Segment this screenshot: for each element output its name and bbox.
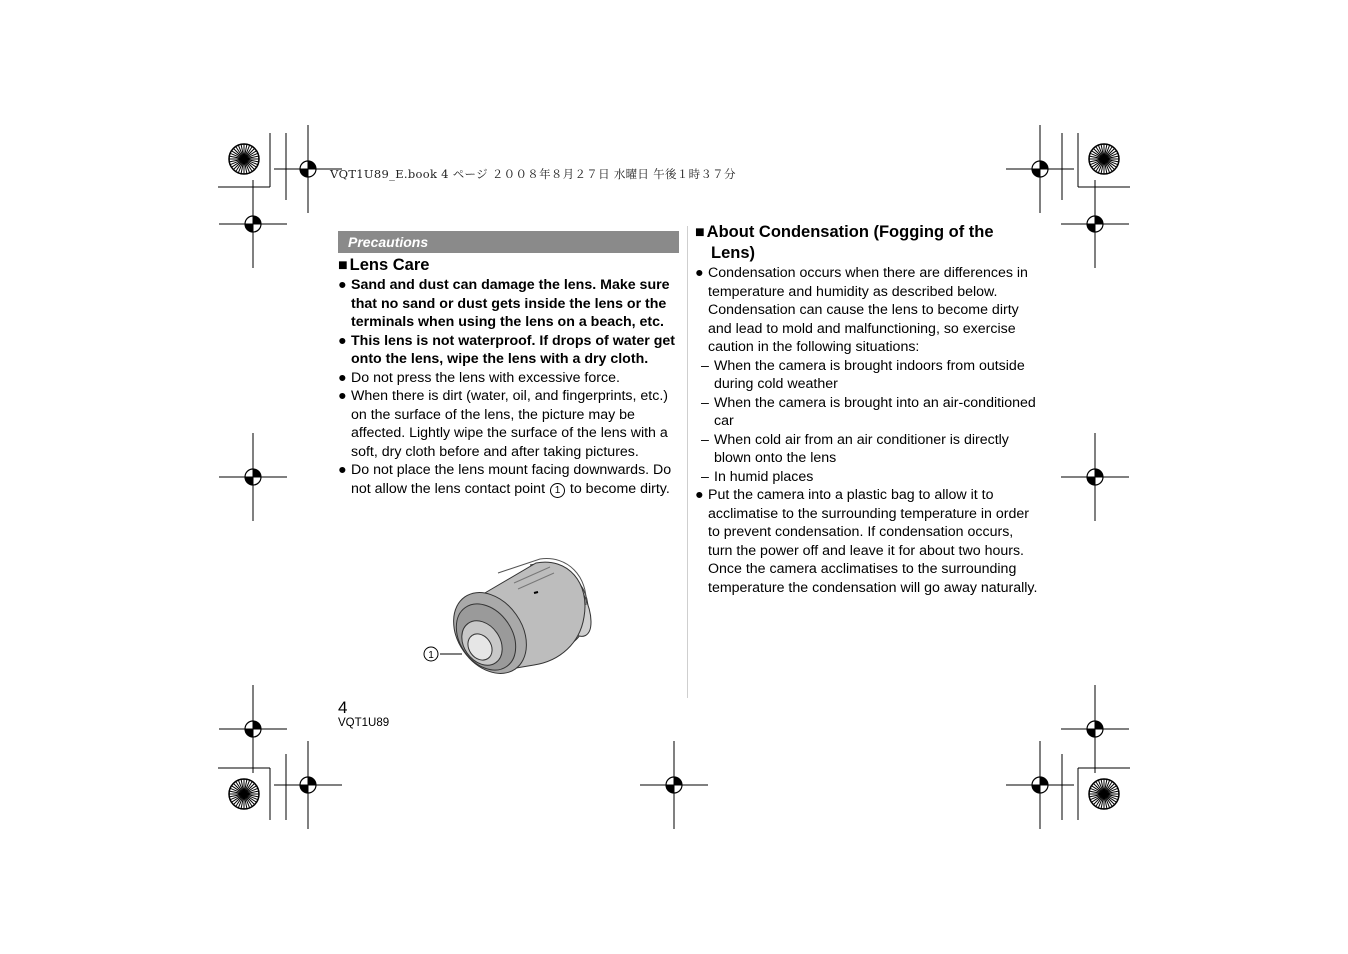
condensation-section [695, 222, 1040, 597]
list-item: ● This lens is not waterproof. If drops of water get onto the lens, wipe the lens with a dry cloth. [338, 332, 675, 367]
list-item: – When the camera is brought indoors from outside during cold weather [701, 357, 1025, 392]
bullet-icon: ● [338, 277, 347, 293]
list-item: ● Condensation occurs when there are differences in temperature and humidity as described below. Condensation can cause the lens to become dirty and lead to mold and malfunctioning, so exercise caution in the following situations: [695, 265, 1028, 355]
list-item: – In humid places [701, 468, 814, 485]
bullet-icon: ● [338, 388, 347, 404]
list-item: ● Do not press the lens with excessive force. [338, 369, 620, 386]
figure-callout-label: 1 [428, 650, 434, 661]
lens-care-heading: ■ Lens Care [338, 256, 430, 274]
bullet-icon: ● [338, 369, 347, 386]
square-bullet-icon: ■ [695, 224, 705, 241]
lens-illustration [418, 553, 598, 683]
list-item: ● Put the camera into a plastic bag to allow it to acclimatise to the surrounding temperature in order to prevent condensation. If condensation occurs, turn the power off and leave it for about two hours. Once the camera acclimatises to the surrounding temperature the condensation will go away naturally. [695, 487, 1038, 596]
page-number: 4 [338, 698, 348, 717]
column-divider [687, 226, 688, 698]
dash-icon: – [701, 431, 709, 448]
square-bullet-icon: ■ [338, 257, 348, 274]
bullet-icon: ● [338, 332, 347, 349]
print-header: VQT1U89_E.book 4 ページ ２００８年８月２７日 水曜日 午後１時３７分 [330, 167, 736, 181]
lens-care-list [338, 276, 681, 498]
section-title-bar: Precautions [338, 231, 679, 253]
list-item: ● Do not place the lens mount facing downwards. Do not allow the lens contact point 1 to become dirty. [338, 462, 672, 497]
condensation-list [695, 264, 1040, 597]
condensation-heading: ■ About Condensation (Fogging of the Lens) [695, 223, 994, 262]
contact-point-marker: 1 [550, 483, 565, 498]
list-item: ● Sand and dust can damage the lens. Make sure that no sand or dust gets inside the lens or the terminals when using the lens on a beach, etc. [338, 277, 670, 330]
dash-icon: – [701, 468, 709, 485]
bullet-icon: ● [338, 462, 347, 478]
dash-icon: – [701, 357, 709, 374]
list-item: – When the camera is brought into an air-conditioned car [701, 394, 1036, 429]
bullet-icon: ● [695, 487, 704, 503]
list-item: – When cold air from an air conditioner is directly blown onto the lens [701, 431, 1009, 466]
dash-icon: – [701, 394, 709, 411]
model-code: VQT1U89 [338, 717, 390, 729]
list-item: ● When there is dirt (water, oil, and fingerprints, etc.) on the surface of the lens, the picture may be affected. Lightly wipe the surface of the lens with a soft, dry cloth before and after taking pictures. [338, 388, 668, 460]
bullet-icon: ● [695, 265, 704, 281]
lens-care-section [338, 255, 681, 498]
